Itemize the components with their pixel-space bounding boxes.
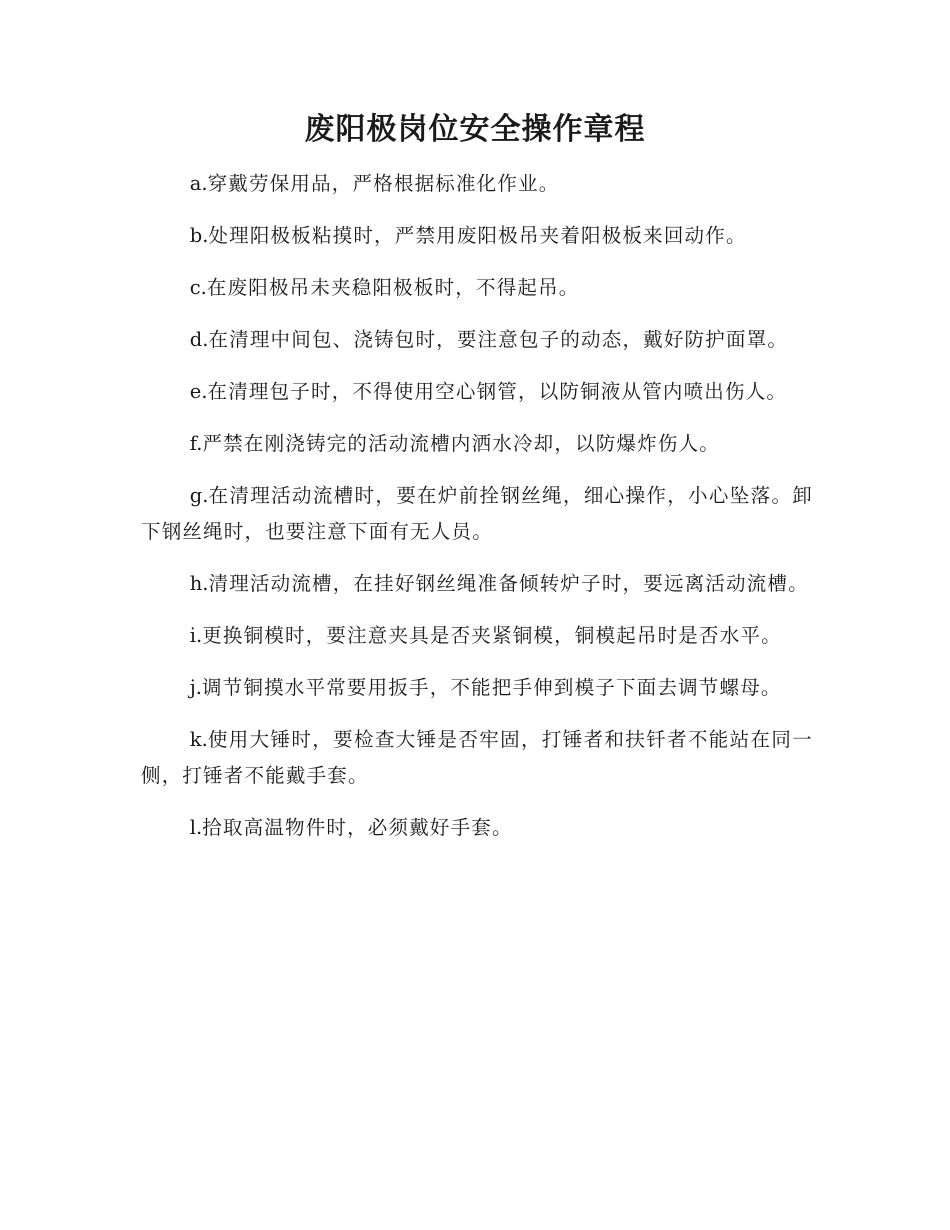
- item-label: i.: [189, 624, 203, 647]
- item-text: 使用大锤时，要检查大锤是否牢固，打锤者和扶钎者不能站在同一侧，打锤者不能戴手套。: [141, 728, 813, 787]
- list-item: [141, 166, 813, 202]
- item-label: g.: [189, 484, 209, 507]
- list-item: [141, 478, 813, 550]
- item-text: 处理阳极板粘摸时，严禁用废阳极吊夹着阳极板来回动作。: [208, 224, 747, 247]
- list-item: [141, 218, 813, 254]
- list-item: [141, 426, 813, 462]
- item-label: j.: [189, 676, 202, 699]
- item-text: 更换铜模时，要注意夹具是否夹紧铜模，铜模起吊时是否水平。: [202, 624, 782, 647]
- item-label: b.: [189, 224, 209, 247]
- item-label: e.: [189, 380, 208, 403]
- list-item: [141, 374, 813, 410]
- document-body: [141, 166, 813, 862]
- item-label: f.: [189, 432, 203, 455]
- item-label: l.: [189, 816, 203, 839]
- list-item: [141, 618, 813, 654]
- item-text: 清理活动流槽，在挂好钢丝绳准备倾转炉子时，要远离活动流槽。: [208, 572, 809, 595]
- list-item: [141, 322, 813, 358]
- item-label: a.: [189, 172, 208, 195]
- item-text: 在清理中间包、浇铸包时，要注意包子的动态，戴好防护面罩。: [208, 328, 789, 351]
- item-label: h.: [189, 572, 209, 595]
- item-label: c.: [189, 276, 207, 299]
- document-title: 废阳极岗位安全操作章程: [304, 112, 646, 147]
- item-text: 严禁在刚浇铸完的活动流槽内洒水冷却，以防爆炸伤人。: [202, 432, 720, 455]
- item-label: k.: [189, 728, 208, 751]
- item-text: 在清理包子时，不得使用空心钢管，以防铜液从管内喷出伤人。: [207, 380, 788, 403]
- list-item: [141, 810, 813, 846]
- list-item: [141, 670, 813, 706]
- list-item: [141, 566, 813, 602]
- list-item: [141, 270, 813, 306]
- item-label: d.: [189, 328, 209, 351]
- item-text: 穿戴劳保用品，严格根据标准化作业。: [207, 172, 560, 195]
- item-text: 在废阳极吊未夹稳阳极板时，不得起吊。: [206, 276, 580, 299]
- list-item: [141, 722, 813, 794]
- item-text: 调节铜摸水平常要用扳手，不能把手伸到模子下面去调节螺母。: [202, 676, 782, 699]
- item-text: 在清理活动流槽时，要在炉前拴钢丝绳，细心操作，小心坠落。卸下钢丝绳时，也要注意下面有无人员。: [141, 484, 813, 543]
- item-text: 拾取高温物件时，必须戴好手套。: [202, 816, 513, 839]
